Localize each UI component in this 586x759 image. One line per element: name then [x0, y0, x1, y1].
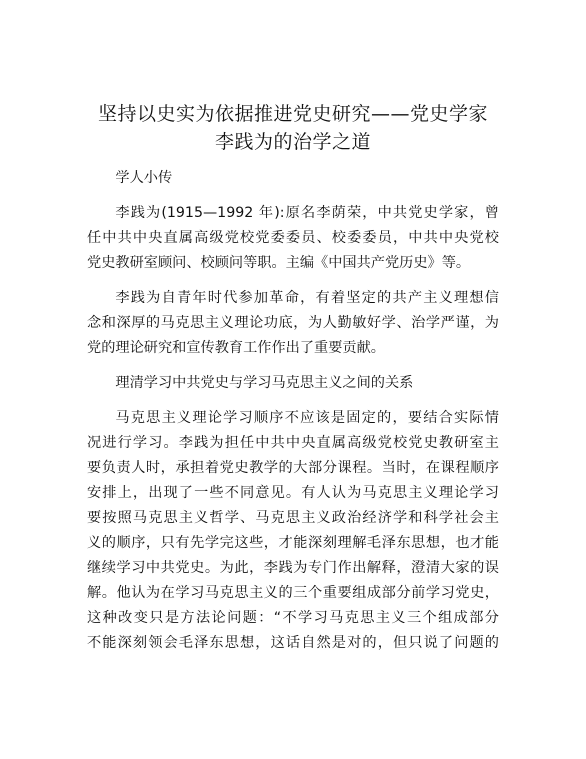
paragraph-line: 要按照马克思主义哲学、马克思主义政治经济学和科学社会主 [87, 510, 499, 526]
article-body [87, 166, 499, 666]
paragraph-line: 党的理论研究和宣传教育工作作出了重要贡献。 [87, 340, 385, 356]
paragraph-line: 任中共中央直属高级党校党委委员、校委委员，中共中央党校 [87, 230, 499, 246]
paragraph-line: 解。他认为在学习马克思主义的三个重要组成部分前学习党史， [87, 585, 499, 601]
paragraph-line: 这种改变只是方法论问题：“不学习马克思主义三个组成部分 [87, 610, 499, 626]
paragraph-intro [87, 286, 499, 361]
title-line-1: 坚持以史实为依据推进党史研究——党史学家 [97, 103, 488, 125]
section-heading-biography: 学人小传 [115, 170, 173, 186]
title-line-2: 李践为的治学之道 [214, 131, 371, 153]
paragraph-line: 况进行学习。李践为担任中共中央直属高级党校党史教研室主 [87, 435, 499, 451]
paragraph-body [87, 406, 499, 656]
paragraph-biography [87, 201, 499, 276]
paragraph-line: 念和深厚的马克思主义理论功底，为人勤敏好学、治学严谨，为 [87, 315, 499, 331]
article-title [70, 100, 516, 156]
paragraph-line: 要负责人时，承担着党史教学的大部分课程。当时，在课程顺序 [87, 460, 499, 476]
paragraph-line: 李践为(1915—1992 年):原名李荫荣，中共党史学家，曾 [115, 205, 499, 221]
paragraph-line: 党史教研室顾问、校顾问等职。主编《中国共产党历史》等。 [87, 255, 471, 271]
paragraph-line: 安排上，出现了一些不同意见。有人认为马克思主义理论学习 [87, 485, 499, 501]
section-heading-party-history: 理清学习中共党史与学习马克思主义之间的关系 [115, 375, 414, 391]
paragraph-line: 李践为自青年时代参加革命，有着坚定的共产主义理想信 [115, 290, 499, 306]
paragraph-line: 继续学习中共党史。为此，李践为专门作出解释，澄清大家的误 [87, 560, 499, 576]
paragraph-line: 不能深刻领会毛泽东思想，这话自然是对的，但只说了问题的 [87, 635, 499, 651]
paragraph-line: 义的顺序，只有先学完这些，才能深刻理解毛泽东思想，也才能 [87, 535, 499, 551]
paragraph-line: 马克思主义理论学习顺序不应该是固定的，要结合实际情 [115, 410, 499, 426]
